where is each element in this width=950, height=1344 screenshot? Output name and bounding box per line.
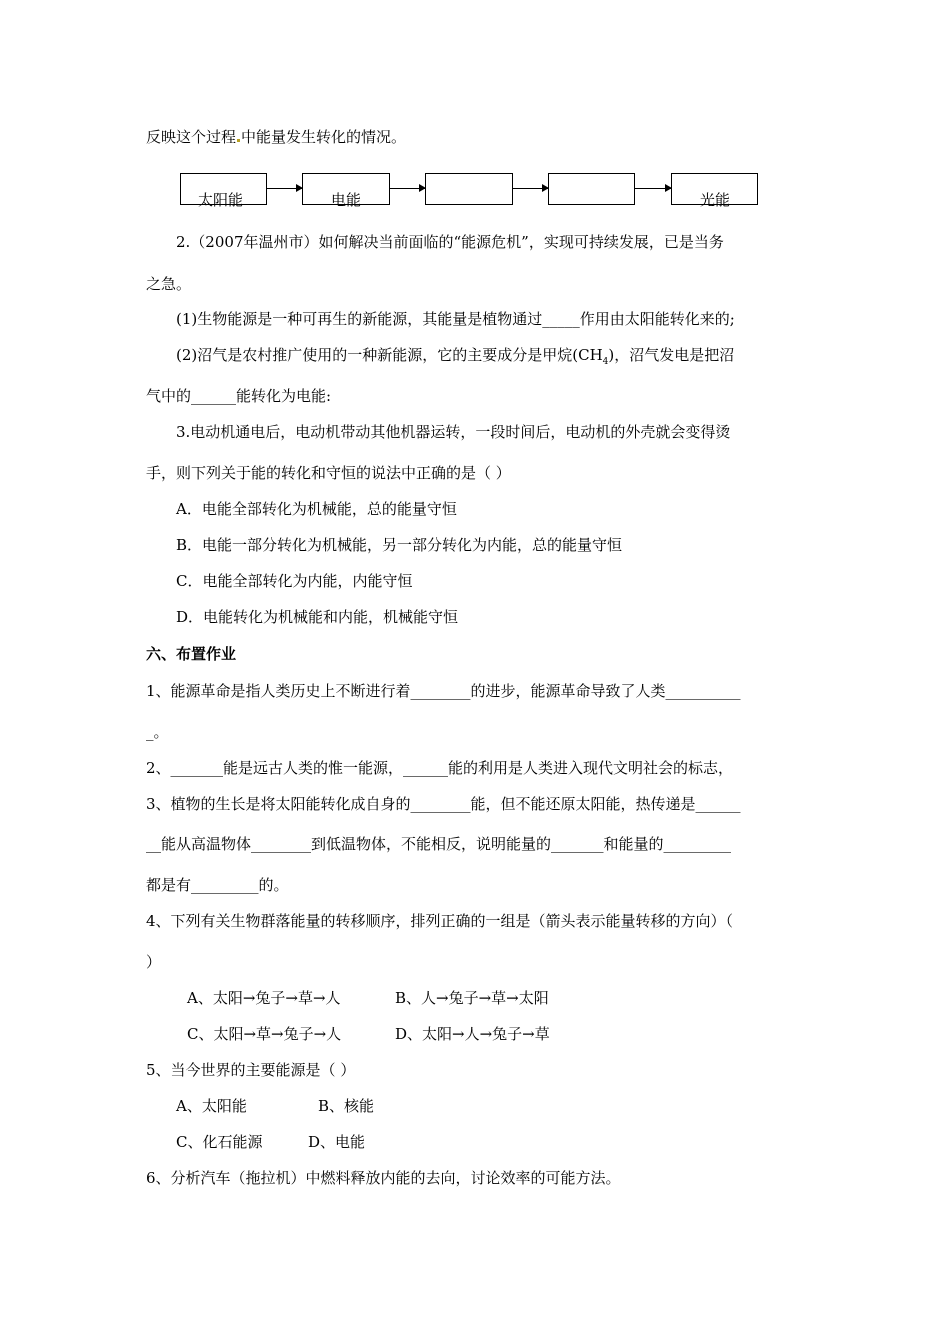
flow-arrow-4 (635, 188, 671, 189)
q3-option-d: D．电能转化为机械能和内能，机械能守恒 (176, 608, 459, 626)
flow-box-4 (548, 173, 635, 205)
hw6-line: 6、分析汽车（拖拉机）中燃料释放内能的去向，讨论效率的可能方法。 (146, 1169, 621, 1187)
q2-sub-1: (1)生物能源是一种可再生的新能源，其能量是植物通过_____作用由太阳能转化来的; (176, 310, 735, 328)
q2-sub-2-part-a: (2)沼气是农村推广使用的一种新能源，它的主要成分是甲烷(CH (176, 346, 603, 364)
intro-text-before: 反映这个过程 (146, 128, 237, 146)
hw3-line-a: 3、植物的生长是将太阳能转化成自身的________能，但不能还原太阳能，热传递是______ (146, 795, 741, 813)
hw1-line-a: 1、能源革命是指人类历史上不断进行着________的进步，能源革命导致了人类__________ (146, 682, 741, 700)
q3-line-2: 手，则下列关于能的转化和守恒的说法中正确的是（ ） (146, 464, 511, 482)
hw4-option-c: C、太阳→草→兔子→人 (187, 1025, 342, 1043)
q3-line-1: 3.电动机通电后，电动机带动其他机器运转，一段时间后，电动机的外壳就会变得烫 (176, 423, 731, 441)
hw4-option-d: D、太阳→人→兔子→草 (395, 1025, 550, 1043)
q2-sub-2-subscript: 4 (602, 357, 609, 367)
flow-label-1: 太阳能 (198, 191, 244, 209)
q2-line-2: 之急。 (146, 275, 192, 293)
hw3-line-c: 都是有_________的。 (146, 876, 289, 894)
hw2-line: 2、_______能是远古人类的惟一能源，______能的利用是人类进入现代文明社会的标志， (146, 759, 734, 777)
flow-arrow-1 (267, 188, 302, 189)
hw5-option-d: D、电能 (308, 1133, 366, 1151)
hw1-line-b: _。 (146, 723, 169, 741)
q3-option-c: C．电能全部转化为内能，内能守恒 (176, 572, 413, 590)
section-6-title: 六、布置作业 (146, 645, 237, 663)
hw5-option-c: C、化石能源 (176, 1133, 263, 1151)
q2-line-1: 2.（2007年温州市）如何解决当前面临的“能源危机”，实现可持续发展，已是当务 (176, 233, 724, 251)
hw4-option-b: B、人→兔子→草→太阳 (395, 989, 549, 1007)
q3-option-b: B．电能一部分转化为机械能，另一部分转化为内能，总的能量守恒 (176, 536, 623, 554)
q2-sub-2-cont: 气中的______能转化为电能: (146, 387, 332, 405)
hw5-option-b: B、核能 (318, 1097, 375, 1115)
flow-label-2: 电能 (331, 191, 362, 209)
flow-arrow-2 (390, 188, 425, 189)
q2-sub-2 (176, 345, 734, 372)
hw4-line-b: ） (146, 953, 162, 971)
hw4-option-a: A、太阳→兔子→草→人 (187, 989, 341, 1007)
flow-label-5: 光能 (700, 191, 731, 209)
hw5-option-a: A、太阳能 (176, 1097, 247, 1115)
flow-arrow-3 (513, 188, 548, 189)
q3-option-a: A．电能全部转化为机械能，总的能量守恒 (176, 500, 457, 518)
flow-box-3 (425, 173, 513, 205)
q2-sub-2-part-b: )，沼气发电是把沼 (608, 346, 735, 364)
energy-flow-diagram (0, 0, 950, 220)
hw5-line: 5、当今世界的主要能源是（ ） (146, 1061, 356, 1079)
hw4-line-a: 4、下列有关生物群落能量的转移顺序，排列正确的一组是（箭头表示能量转移的方向）（ (146, 912, 734, 930)
intro-text-after: 中能量发生转化的情况。 (241, 128, 407, 146)
hw3-line-b: __能从高温物体________到低温物体，不能相反，说明能量的_______和能量的_________ (146, 835, 732, 853)
